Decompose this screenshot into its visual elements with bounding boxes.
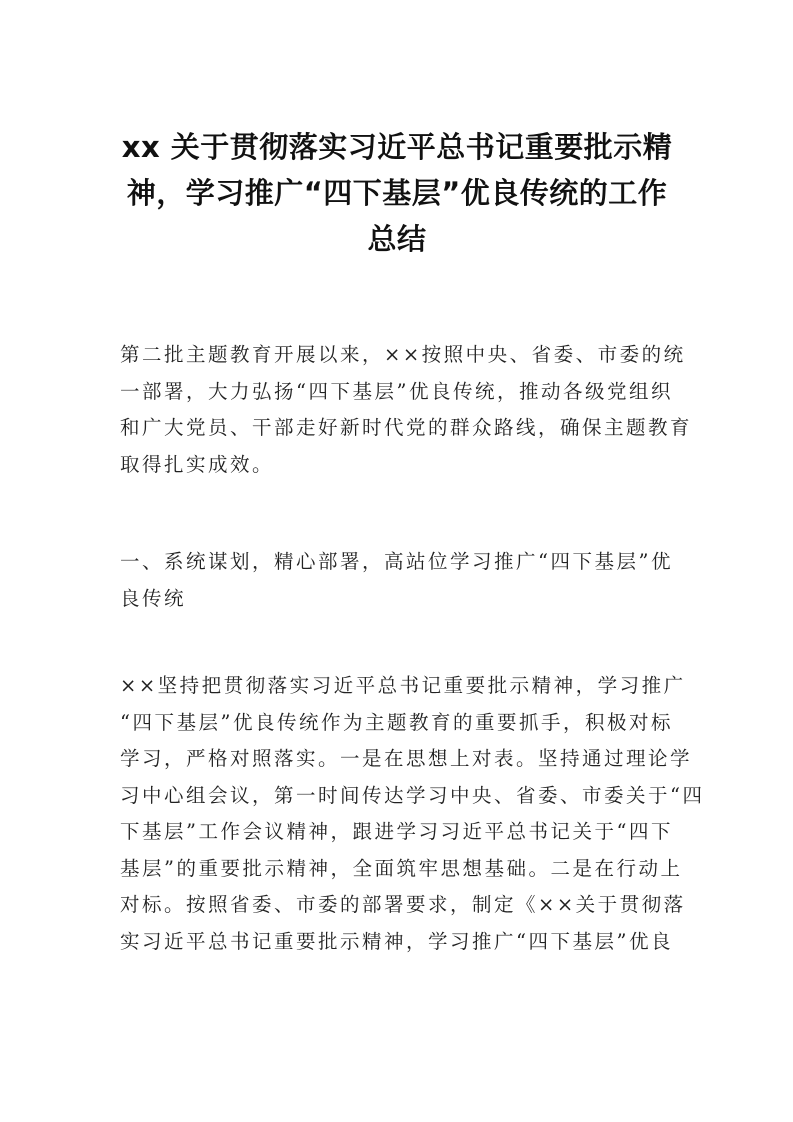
paragraph-line: 基层”的重要批示精神，全面筑牢思想基础。二是在行动上: [120, 856, 683, 880]
paragraph-line: 下基层”工作会议精神，跟进学习习近平总书记关于“四下: [120, 820, 673, 843]
paragraph-line: 实习近平总书记重要批示精神，学习推广“四下基层”优良: [120, 929, 673, 953]
paragraph-line: 第二批主题教育开展以来，××按照中央、省委、市委的统: [120, 343, 686, 366]
paragraph-line: ××坚持把贯彻落实习近平总书记重要批示精神，学习推广: [120, 674, 686, 697]
paragraph-line: 和广大党员、干部走好新时代党的群众路线，确保主题教育: [120, 416, 693, 439]
title-line: 总结: [367, 222, 427, 256]
paragraph-line: 对标。按照省委、市委的部署要求，制定《××关于贯彻落: [120, 893, 686, 916]
section-1-heading: [120, 544, 676, 617]
title-line: xx 关于贯彻落实习近平总书记重要批示精: [121, 130, 673, 164]
section-1-body: [120, 668, 705, 960]
paragraph-line: 取得扎实成效。: [120, 452, 275, 476]
paragraph-line: 习中心组会议，第一时间传达学习中央、省委、市委关于“四: [120, 783, 705, 807]
paragraph-line: 一部署，大力弘扬“四下基层”优良传统，推动各级党组织: [120, 379, 673, 403]
paragraph-line: 学习，严格对照落实。一是在思想上对表。坚持通过理论学: [120, 747, 693, 770]
paragraph-line: “四下基层”优良传统作为主题教育的重要抓手，积极对标: [120, 710, 673, 734]
title-line: 神，学习推广“四下基层”优良传统的工作: [126, 176, 668, 210]
heading-line: 一、系统谋划，精心部署，高站位学习推广“四下基层”优: [120, 550, 673, 573]
heading-line: 良传统: [120, 586, 187, 610]
document-title: [118, 124, 676, 262]
intro-paragraph: [120, 337, 693, 483]
